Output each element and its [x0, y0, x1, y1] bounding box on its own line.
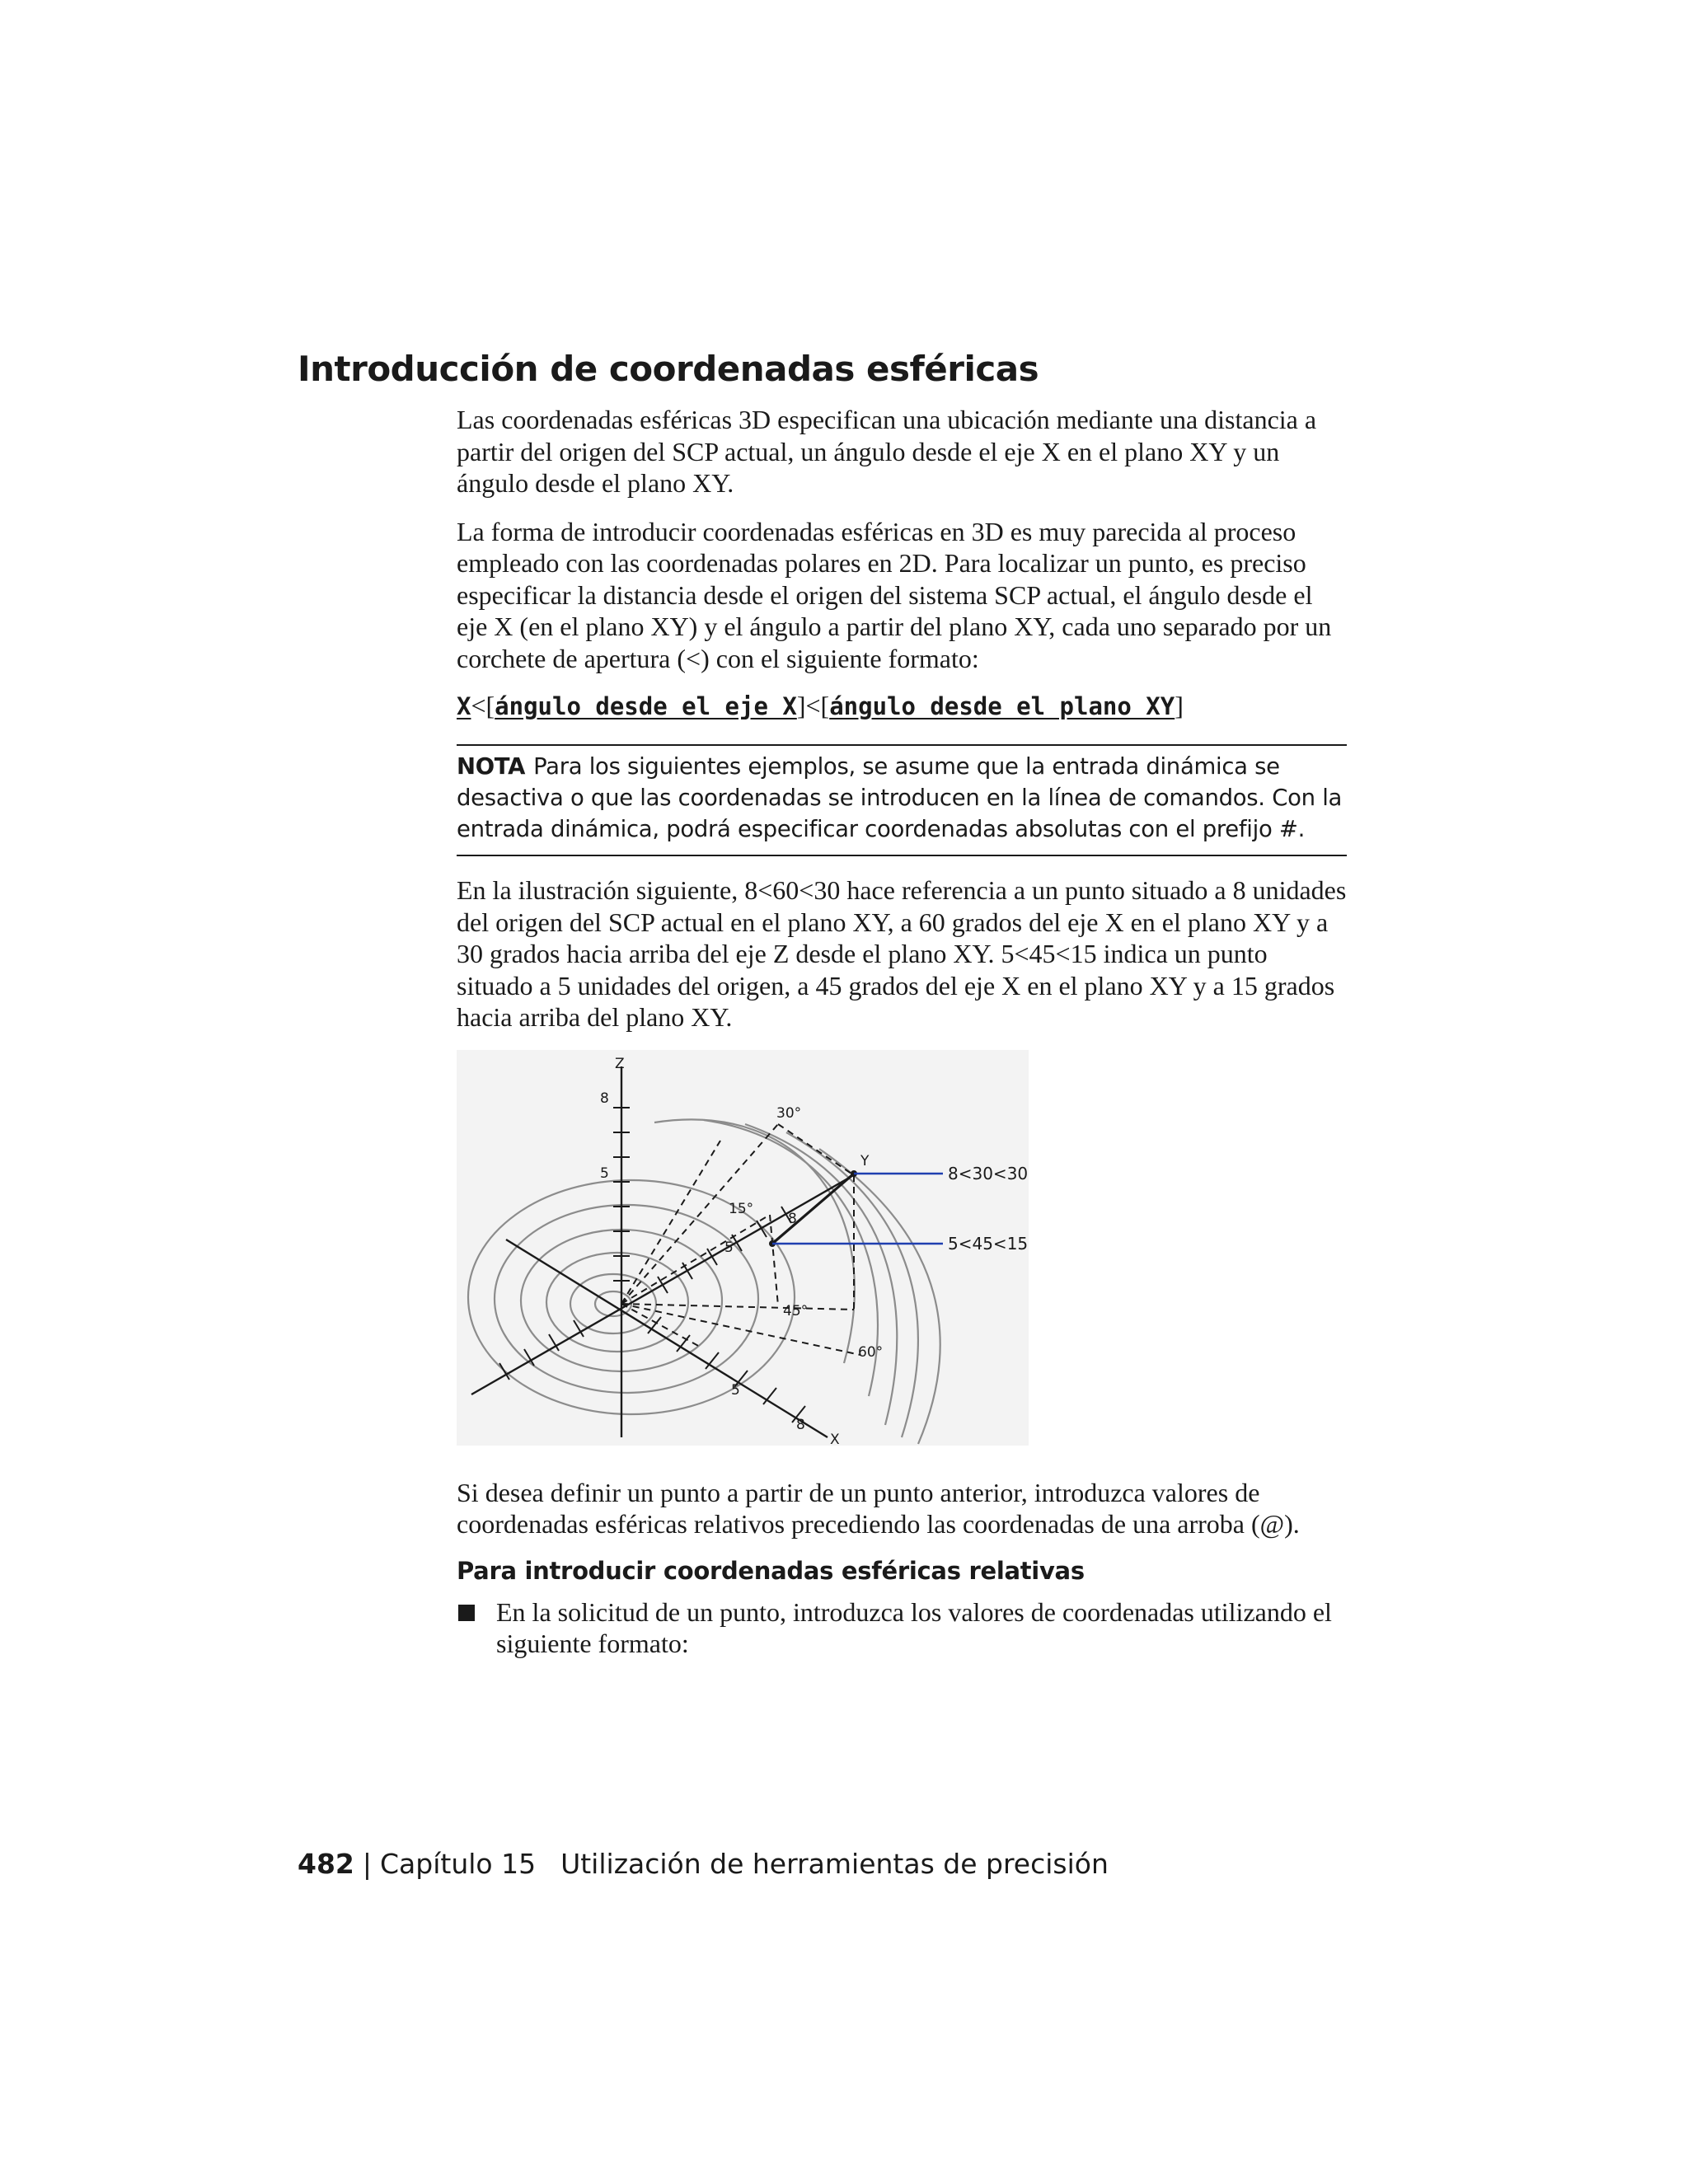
- chapter-label: Capítulo 15: [380, 1848, 537, 1880]
- format-angle-x: ángulo desde el eje X: [495, 692, 797, 720]
- dashed-line: [621, 1215, 770, 1304]
- list-item-text: En la solicitud de un punto, introduzca los valores de coordenadas utilizando el siguiente formato:: [496, 1596, 1332, 1658]
- page-footer: [298, 1848, 1109, 1880]
- note-box: [457, 744, 1347, 856]
- footer-separator: |: [362, 1848, 373, 1880]
- dashed-line: [770, 1215, 778, 1305]
- paragraph-intro: Las coordenadas esféricas 3D especifican una ubicación mediante una distancia a partir del origen del SCP actual, un ángulo desde el eje X en el plano XY y un ángulo desde el plano XY.: [457, 405, 1317, 498]
- body-column: [457, 404, 1347, 1660]
- dashed-line: [621, 1304, 860, 1355]
- figure-drawing: [457, 1050, 1029, 1446]
- chapter-title: Utilización de herramientas de precisión: [560, 1848, 1109, 1880]
- ray-label-5: 5: [724, 1239, 734, 1256]
- contour-arc: [819, 1149, 940, 1444]
- z-tick-label-8: 8: [600, 1090, 609, 1107]
- y-tick: [682, 1263, 692, 1279]
- page-number: 482: [298, 1848, 354, 1880]
- coordinate-format: [457, 691, 1347, 721]
- format-close-bracket: ]: [1175, 691, 1184, 720]
- format-angle-xy: ángulo desde el plano XY: [829, 692, 1175, 720]
- angle-label-45: 45°: [783, 1302, 809, 1319]
- x-axis-label: X: [830, 1431, 840, 1446]
- procedure-heading: Para introducir coordenadas esféricas relativas: [457, 1556, 1085, 1585]
- contour-ring: [546, 1253, 688, 1352]
- callout-label-second: 5<45<15: [948, 1233, 1029, 1254]
- paragraph-illustration-description: En la ilustración siguiente, 8<60<30 hace referencia a un punto situado a 8 unidades del origen del SCP actual en el plano XY, a 60 grados del eje X en el plano XY y a 30 grados hacia arriba del eje Z desde el plano XY. 5<45<15 indica un punto situado a 5 unidades del origen, a 45 grados del eje X en el plano XY y a 15 grados hacia arriba del plano XY.: [457, 875, 1347, 1032]
- paragraph-relative: Si desea definir un punto a partir de un punto anterior, introduzca valores de coordenadas esféricas relativos precediendo las coordenadas de una arroba (@).: [457, 1477, 1300, 1539]
- contour-arc: [654, 1119, 855, 1363]
- y-axis-label: Y: [860, 1152, 870, 1169]
- paragraph-format-explanation: La forma de introducir coordenadas esféricas en 3D es muy parecida al proceso empleado con las coordenadas polares en 2D. Para localizar un punto, es preciso especificar la distancia desde el origen del sistema SCP actual, el ángulo desde el eje X (en el plano XY) y el ángulo a partir del plano XY, cada uno separado por un corchete de apertura (<) con el siguiente formato:: [457, 516, 1332, 673]
- ray-label-8: 8: [788, 1210, 797, 1227]
- z-axis-label: Z: [615, 1055, 625, 1072]
- x-tick-label-8: 8: [796, 1416, 805, 1433]
- note-text: Para los siguientes ejemplos, se asume que la entrada dinámica se desactiva o que las coordenadas se introducen en la línea de comandos. Con la entrada dinámica, podrá especificar coordenadas absolutas con el prefijo #.: [457, 753, 1343, 842]
- format-x: X: [457, 692, 471, 720]
- z-tick-label-5: 5: [600, 1165, 609, 1182]
- angle-label-30: 30°: [776, 1104, 802, 1122]
- section-title: Introducción de coordenadas esféricas: [298, 349, 1039, 389]
- x-tick-label-5: 5: [731, 1381, 740, 1399]
- list-item: [457, 1596, 1347, 1660]
- contour-arc: [786, 1132, 918, 1437]
- angle-label-60: 60°: [858, 1343, 884, 1361]
- callout-label-first: 8<30<30: [948, 1163, 1029, 1183]
- x-axis-line: [506, 1240, 828, 1437]
- format-lt-bracket-1: <[: [471, 691, 495, 720]
- axis-ticks: [499, 1108, 805, 1422]
- spherical-coordinates-figure: [457, 1050, 1029, 1446]
- y-tick: [707, 1249, 717, 1265]
- vector-line: [772, 1174, 854, 1244]
- note-label: NOTA: [457, 753, 526, 780]
- angle-label-15: 15°: [729, 1200, 754, 1217]
- contour-rings: [468, 1119, 940, 1444]
- square-bullet-icon: [458, 1605, 475, 1621]
- contour-arc: [745, 1124, 897, 1425]
- format-lt-bracket-2: ]<[: [796, 691, 830, 720]
